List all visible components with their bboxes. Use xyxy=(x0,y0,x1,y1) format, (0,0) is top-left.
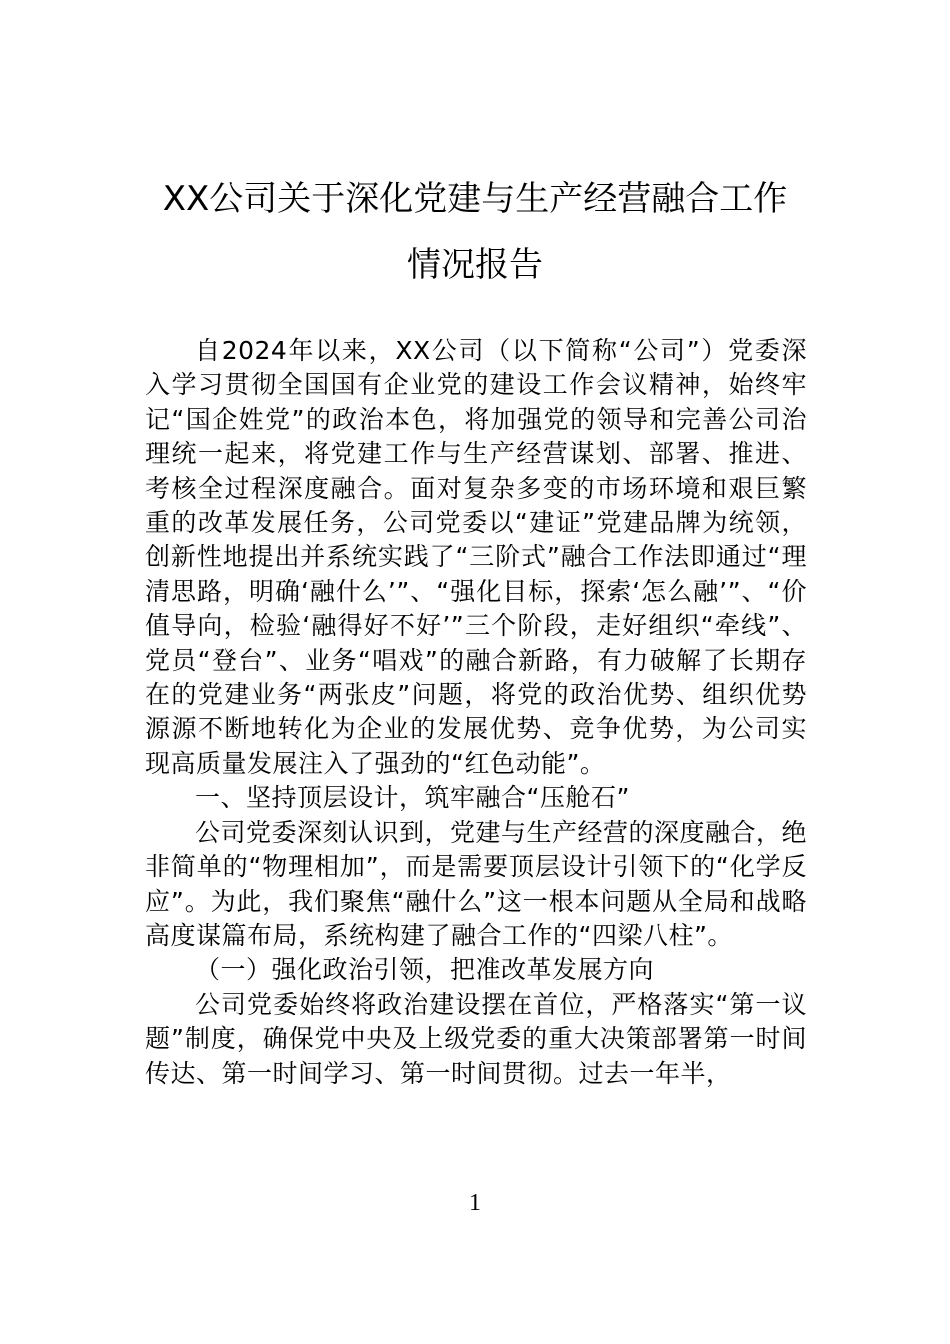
subsection-heading-1: （一）强化政治引领，把准改革发展方向 xyxy=(195,955,655,985)
page-number: 1 xyxy=(469,1190,481,1216)
document-title xyxy=(145,166,805,298)
title-line-1: XX公司关于深化党建与生产经营融合工作 xyxy=(162,179,788,219)
document-body xyxy=(145,334,807,1091)
section-1-paragraph: 公司党委深刻认识到，党建与生产经营的深度融合，绝非简单的“物理相加”，而是需要顶层设计引领下的“化学反应”。为此，我们聚焦“融什么”这一根本问题从全局和战略高度谋篇布局，系统构建了融合工作的“四梁八柱”。 xyxy=(145,817,808,950)
section-heading-1: 一、坚持顶层设计，筑牢融合“压舱石” xyxy=(195,783,630,813)
intro-paragraph: 自2024年以来，XX公司（以下简称“公司”）党委深入学习贯彻全国国有企业党的建设工作会议精神，始终牢记“国企姓党”的政治本色，将加强党的领导和完善公司治理统一起来，将党建工作与生产经营谋划、部署、推进、考核全过程深度融合。面对复杂多变的市场环境和艰巨繁重的改革发展任务，公司党委以“建证”党建品牌为统领，创新性地提出并系统实践了“三阶式”融合工作法即通过“理清思路，明确‘融什么’”、“强化目标，探索‘怎么融’”、“价值导向，检验‘融得好不好’”三个阶段，走好组织“牵线”、党员“登台”、业务“唱戏”的融合新路，有力破解了长期存在的党建业务“两张皮”问题，将党的政治优势、组织优势源源不断地转化为企业的发展优势、竞争优势，为公司实现高质量发展注入了强劲的“红色动能”。 xyxy=(145,336,807,778)
title-line-2: 情况报告 xyxy=(407,245,543,285)
subsection-1-paragraph: 公司党委始终将政治建设摆在首位，严格落实“第一议题”制度，确保党中央及上级党委的重大决策部署第一时间传达、第一时间学习、第一时间贯彻。过去一年半， xyxy=(145,989,807,1088)
